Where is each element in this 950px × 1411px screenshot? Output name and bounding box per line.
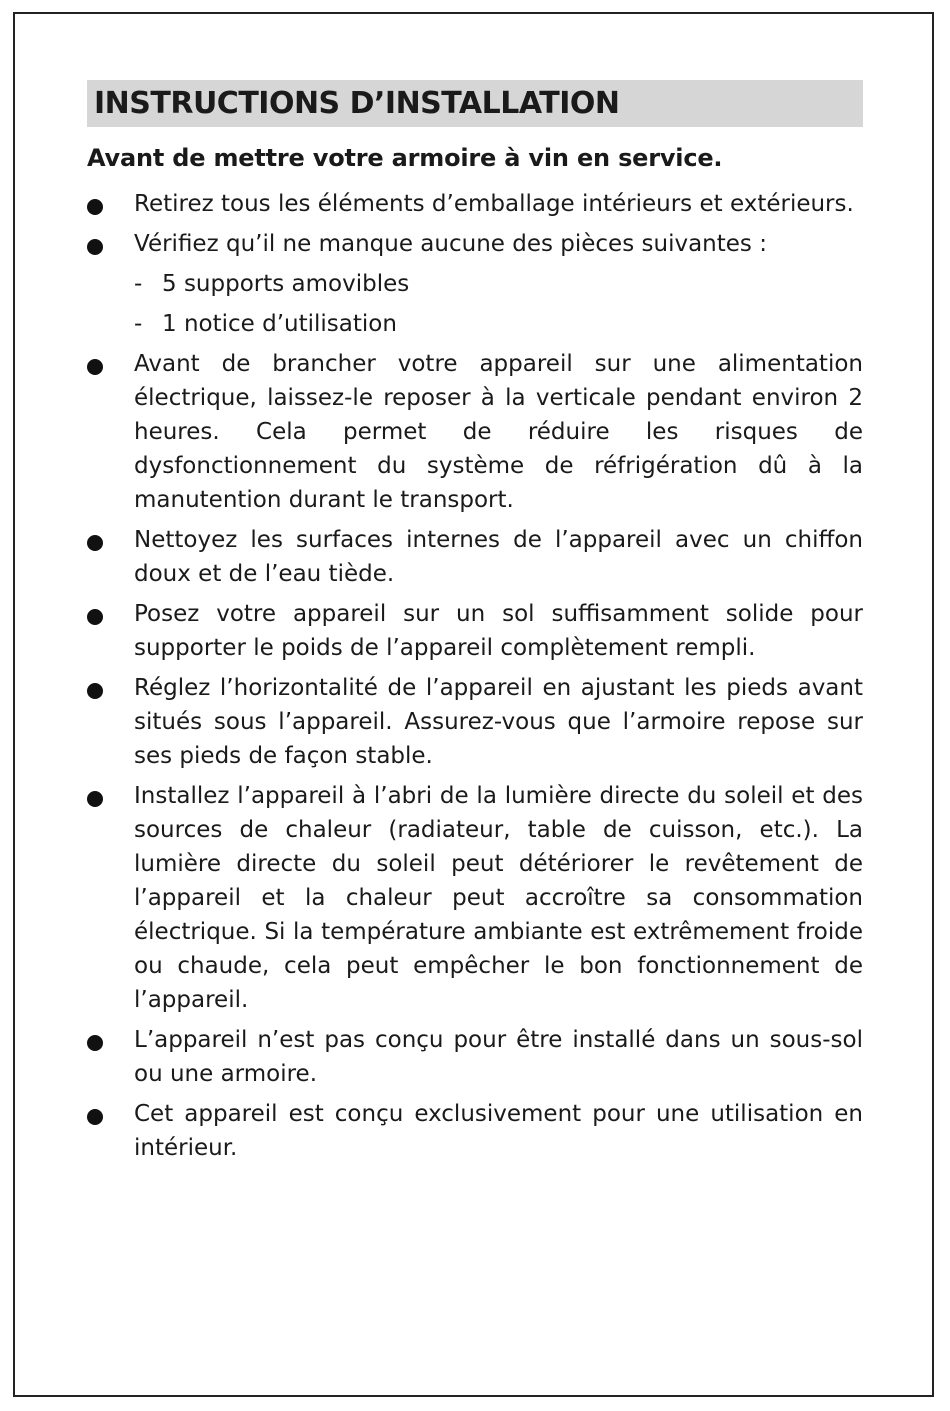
- instruction-text: Retirez tous les éléments d’emballage intérieurs et extérieurs.: [134, 191, 854, 217]
- dash-marker: -: [134, 271, 143, 297]
- bullet-icon: [87, 199, 103, 215]
- parts-list-item: [134, 267, 863, 301]
- bullet-icon: [87, 683, 103, 699]
- instruction-item: [87, 671, 863, 773]
- parts-list-text: 5 supports amovibles: [162, 271, 410, 297]
- instruction-item: [87, 597, 863, 665]
- instruction-item: [87, 347, 863, 517]
- instruction-text: Réglez l’horizontalité de l’appareil en ajustant les pieds avant situés sous l’appareil. Assurez-vous que l’armoire repose sur ses pieds de façon stable.: [134, 675, 863, 769]
- instruction-item: [87, 1023, 863, 1091]
- dash-marker: -: [134, 311, 143, 337]
- instruction-text: Vérifiez qu’il ne manque aucune des pièces suivantes :: [134, 231, 767, 257]
- parts-list-text: 1 notice d’utilisation: [162, 311, 397, 337]
- instruction-item: [87, 227, 863, 341]
- instruction-item: [87, 523, 863, 591]
- section-heading-band: [87, 80, 863, 127]
- bullet-icon: [87, 791, 103, 807]
- bullet-icon: [87, 239, 103, 255]
- instruction-text: Cet appareil est conçu exclusivement pour une utilisation en intérieur.: [134, 1101, 863, 1161]
- bullet-icon: [87, 1109, 103, 1125]
- bullet-icon: [87, 359, 103, 375]
- instruction-item: [87, 779, 863, 1017]
- instruction-text: Avant de brancher votre appareil sur une alimentation électrique, laissez-le reposer à la verticale pendant environ 2 heures. Cela permet de réduire les risques de dysfonctionnement du système de réfrigération dû à la manutention durant le transport.: [134, 351, 863, 513]
- instruction-text: Installez l’appareil à l’abri de la lumière directe du soleil et des sources de chaleur (radiateur, table de cuisson, etc.). La lumière directe du soleil peut détériorer le revêtement de l’appareil et la chaleur peut accroître sa consommation électrique. Si la température ambiante est extrêmement froide ou chaude, cela peut empêcher le bon fonctionnement de l’appareil.: [134, 783, 863, 1013]
- bullet-icon: [87, 609, 103, 625]
- parts-sublist: [134, 267, 863, 341]
- instruction-item: [87, 187, 863, 221]
- instruction-item: [87, 1097, 863, 1165]
- parts-list-item: [134, 307, 863, 341]
- instruction-list: [87, 187, 863, 1171]
- instruction-text: L’appareil n’est pas conçu pour être installé dans un sous-sol ou une armoire.: [134, 1027, 863, 1087]
- bullet-icon: [87, 535, 103, 551]
- instruction-text: Posez votre appareil sur un sol suffisamment solide pour supporter le poids de l’appareil complètement rempli.: [134, 601, 863, 661]
- instruction-text: Nettoyez les surfaces internes de l’appareil avec un chiffon doux et de l’eau tiède.: [134, 527, 863, 587]
- section-heading: INSTRUCTIONS D’INSTALLATION: [94, 86, 620, 121]
- subheading: Avant de mettre votre armoire à vin en service.: [87, 144, 723, 172]
- bullet-icon: [87, 1035, 103, 1051]
